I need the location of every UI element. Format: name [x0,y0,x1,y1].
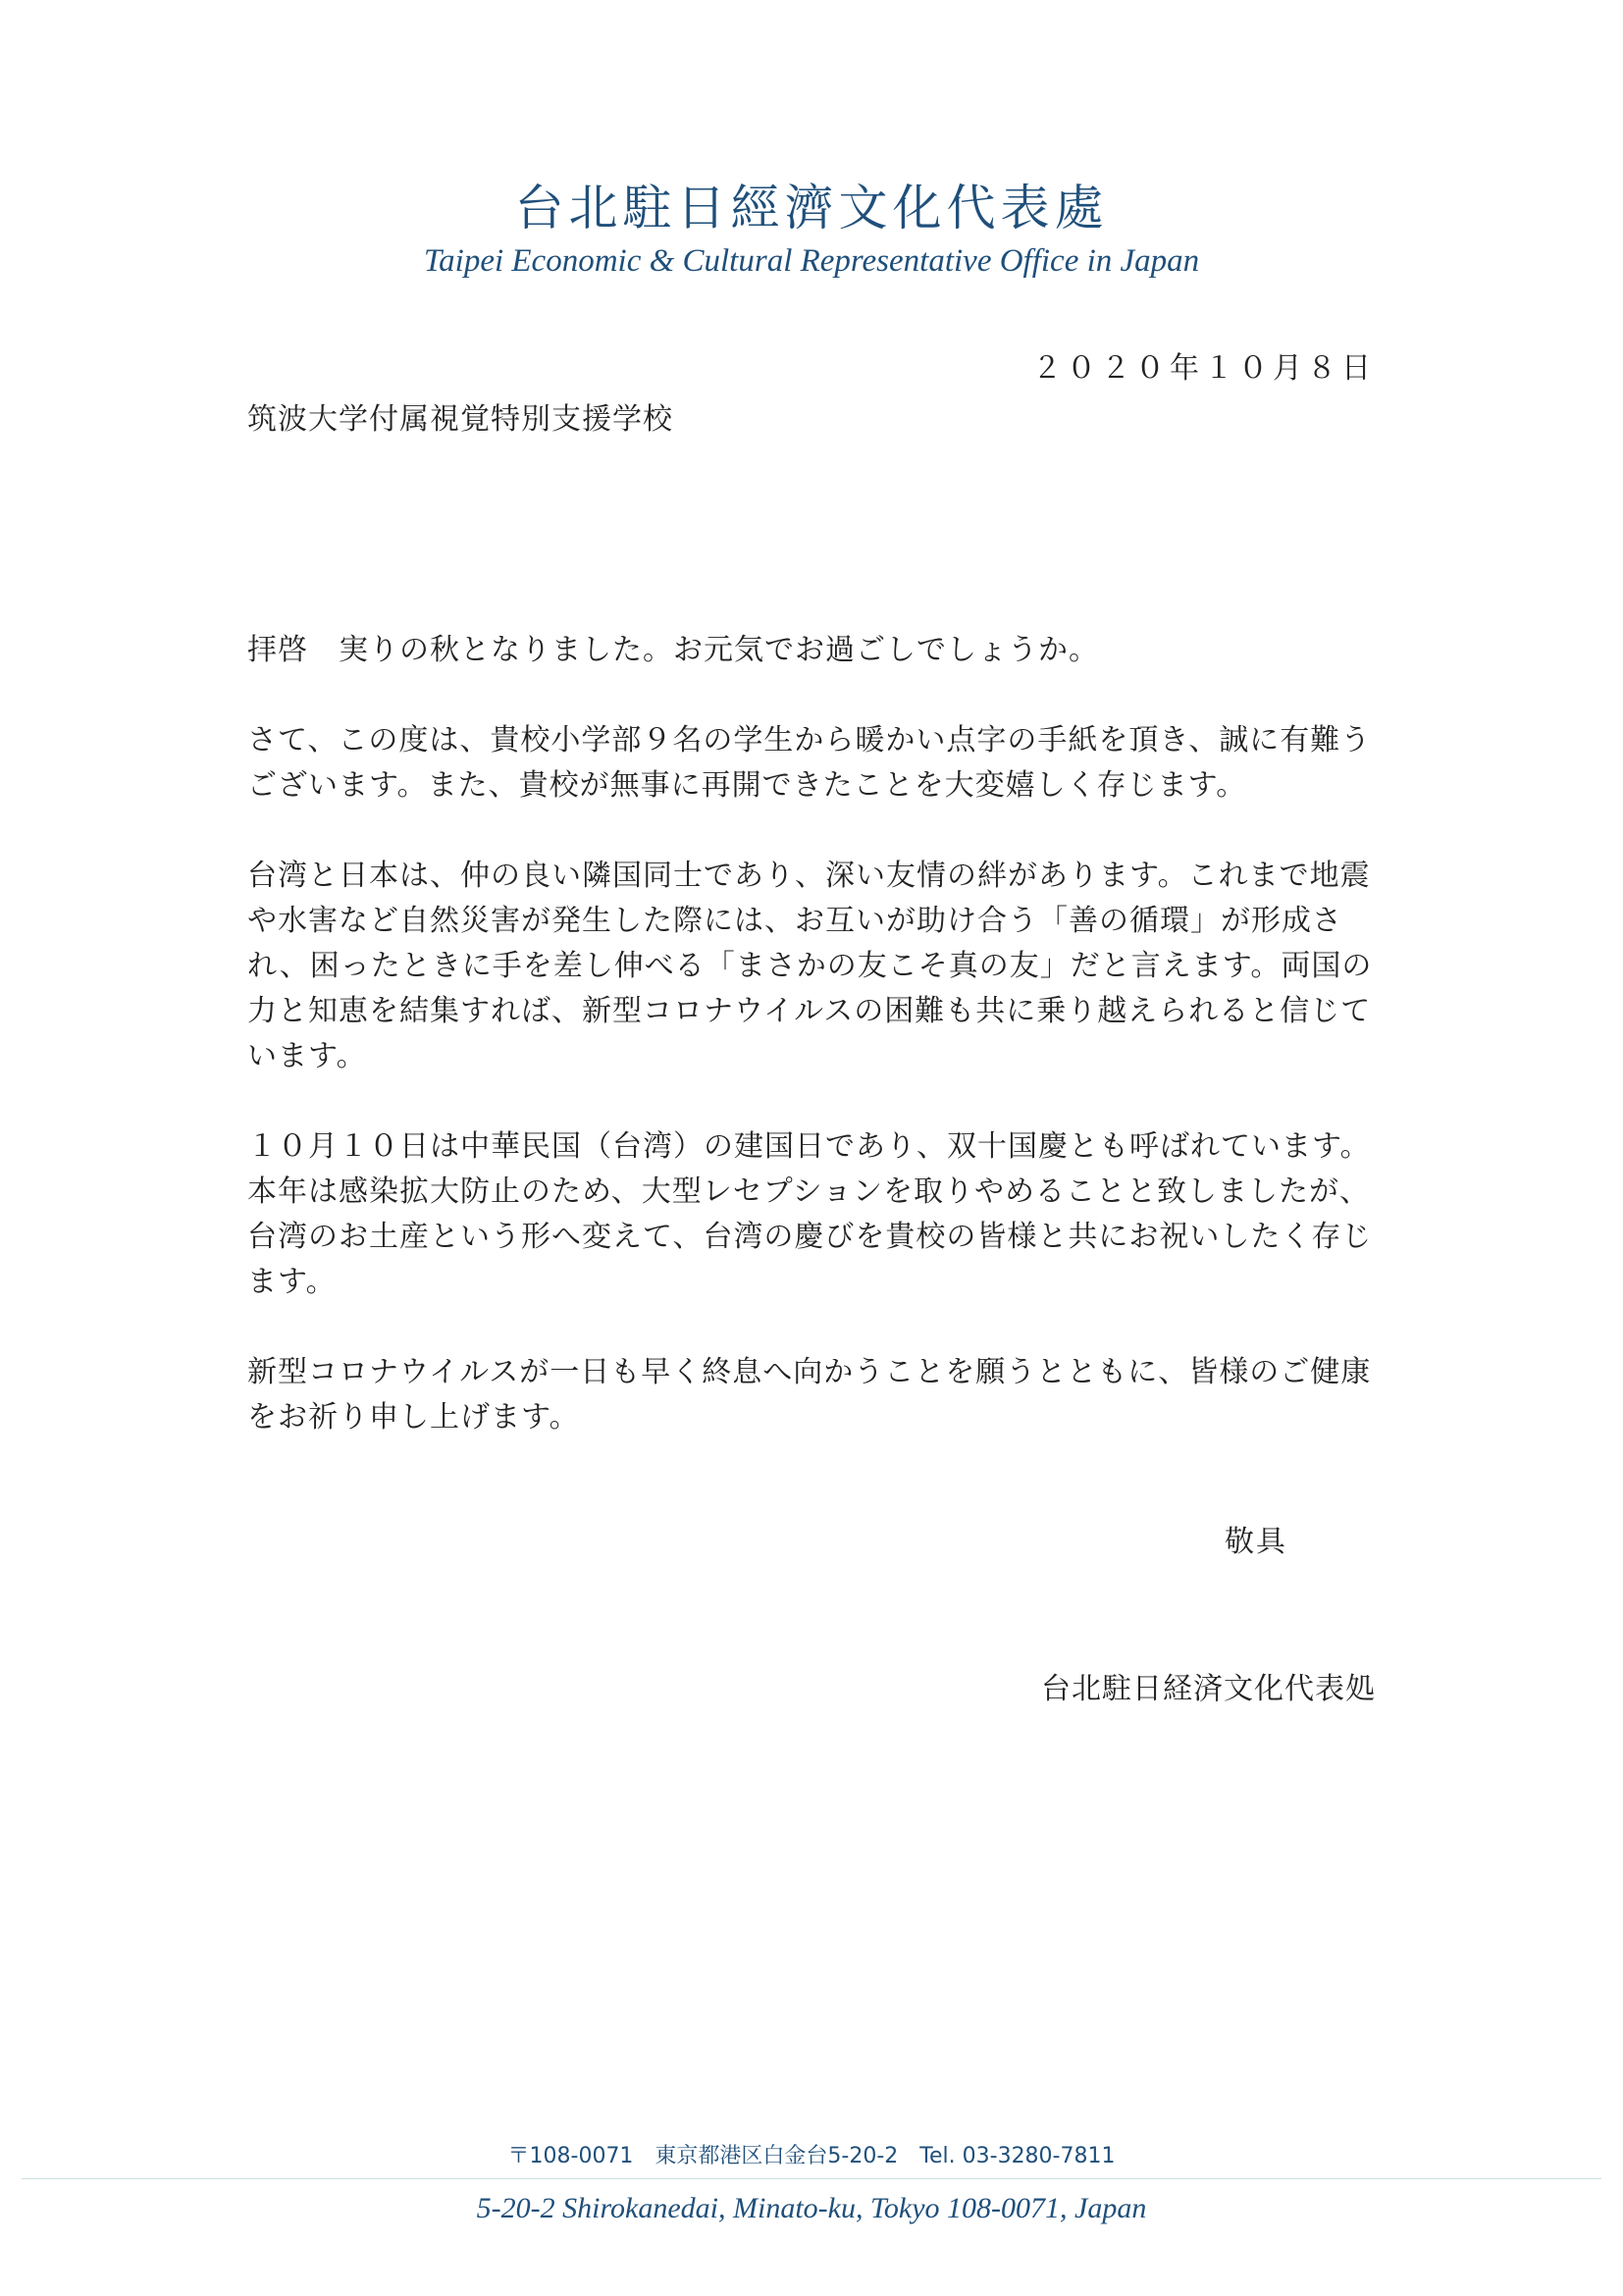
body-paragraph-wishes: 新型コロナウイルスが一日も早く終息へ向かうことを願うとともに、皆様のご健康をお祈り申し上げます。 [247,1355,1372,1435]
body-paragraph-thanks: さて、この度は、貴校小学部９名の学生から暖かい点字の手紙を頂き、誠に有難うございます。また、貴校が無事に再開できたことを大変嬉しく存じます。 [247,723,1372,803]
letter-date: ２０２０年１０月８日 [1032,351,1376,386]
letterhead-title-ja: 台北駐日經濟文化代表處 [514,180,1109,236]
recipient: 筑波大学付属視覚特別支援学校 [247,402,673,437]
closing-phrase: 敬具 [1225,1525,1287,1559]
footer-address-ja: 〒108-0071 東京都港区白金台5-20-2 Tel. 03-3280-7811 [507,2144,1116,2168]
footer-divider [22,2178,1601,2179]
letterhead-title-en: Taipei Economic & Cultural Representative Office in Japan [423,243,1200,279]
body-paragraph-greeting: 拝啓 実りの秋となりました。お元気でお過ごしでしょうか。 [247,633,1099,667]
footer-address-en: 5-20-2 Shirokanedai, Minato-ku, Tokyo 108-0071, Japan [476,2192,1147,2224]
body-paragraph-national-day: １０月１０日は中華民国（台湾）の建国日であり、双十国慶とも呼ばれています。本年は感染拡大防止のため、大型レセプションを取りやめることと致しましたが、台湾のお土産という形へ変えて、台湾の慶びを貴校の皆様と共にお祝いしたく存じます。 [247,1129,1373,1299]
body-paragraph-friendship: 台湾と日本は、仲の良い隣国同士であり、深い友情の絆があります。これまで地震や水害など自然災害が発生した際には、お互いが助け合う「善の循環」が形成され、困ったときに手を差し伸べる「まさかの友こそ真の友」だと言えます。両国の力と知恵を結集すれば、新型コロナウイルスの困難も共に乗り越えられると信じています。 [247,859,1373,1073]
letter-body [247,628,1378,1440]
signature: 台北駐日経済文化代表処 [1041,1672,1376,1706]
